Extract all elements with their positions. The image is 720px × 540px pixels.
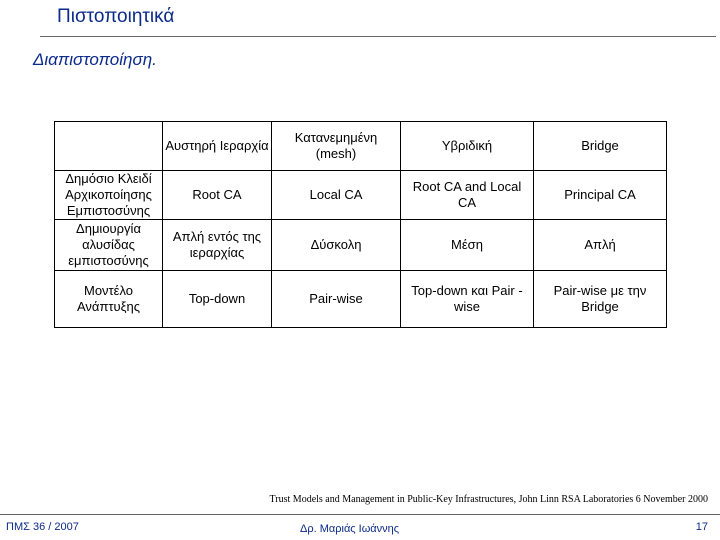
table-cell: Root CA and Local CA (401, 171, 534, 220)
row-label-trust-anchor: Δημόσιο Κλειδί Αρχικοποίησης Εμπιστοσύνης (55, 171, 163, 220)
table-row (55, 220, 667, 271)
page-number: 17 (695, 521, 708, 533)
footer-course: ΠΜΣ 36 / 2007 (6, 521, 79, 533)
table-header-row (55, 122, 667, 171)
slide-title: Πιστοποιητικά (57, 6, 175, 27)
table-cell: Δύσκολη (272, 220, 401, 271)
header-strict-hierarchy: Αυστηρή Ιεραρχία (163, 122, 272, 171)
table-cell: Top-down (163, 271, 272, 328)
table-cell: Pair-wise με την Bridge (534, 271, 667, 328)
table-row (55, 271, 667, 328)
table-cell: Μέση (401, 220, 534, 271)
title-divider (40, 36, 716, 37)
table-cell: Root CA (163, 171, 272, 220)
table-cell: Top-down και Pair -wise (401, 271, 534, 328)
header-hybrid: Υβριδική (401, 122, 534, 171)
table-cell: Pair-wise (272, 271, 401, 328)
footer-author: Δρ. Μαριάς Ιωάννης (300, 523, 400, 535)
header-bridge: Bridge (534, 122, 667, 171)
trust-models-table (54, 121, 667, 328)
table-cell: Local CA (272, 171, 401, 220)
header-distributed-mesh: Κατανεμημένη (mesh) (272, 122, 401, 171)
table-cell: Principal CA (534, 171, 667, 220)
table-cell: Απλή (534, 220, 667, 271)
footer-divider (0, 514, 720, 515)
table-corner-cell (55, 122, 163, 171)
table-cell: Απλή εντός της ιεραρχίας (163, 220, 272, 271)
row-label-deployment-model: Μοντέλο Ανάπτυξης (55, 271, 163, 328)
slide-subtitle: Διαπιστοποίηση. (33, 50, 157, 69)
source-citation: Trust Models and Management in Public-Key Infrastructures, John Linn RSA Laboratories 6 November 2000 (269, 494, 708, 505)
table-row (55, 171, 667, 220)
row-label-chain-building: Δημιουργία αλυσίδας εμπιστοσύνης (55, 220, 163, 271)
